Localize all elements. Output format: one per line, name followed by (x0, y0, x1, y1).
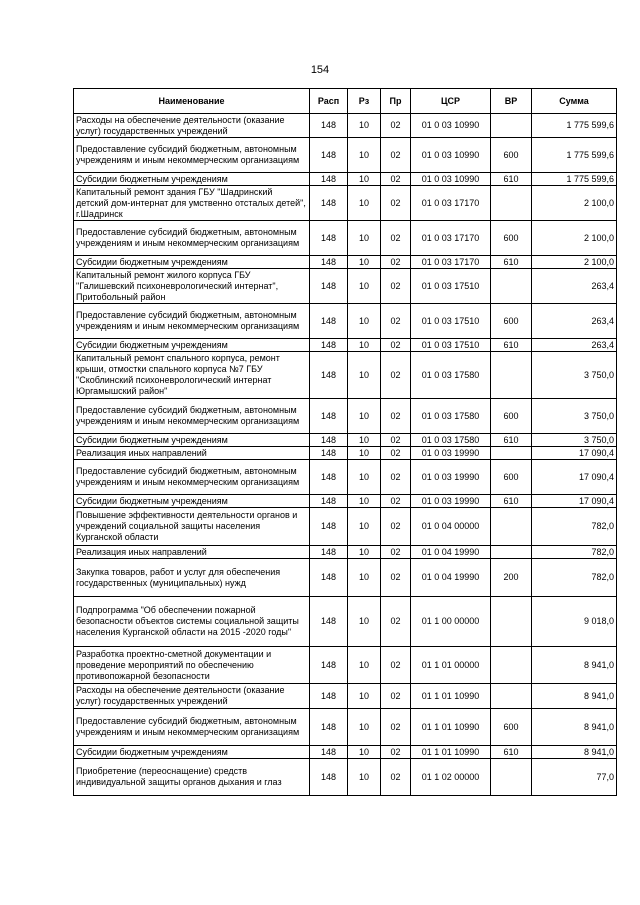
cell-rz: 10 (348, 495, 381, 508)
cell-pr: 02 (381, 434, 411, 447)
cell-csr: 01 0 03 17170 (411, 256, 491, 269)
cell-name: Расходы на обеспечение деятельности (оказание услуг) государственных учреждений (74, 684, 310, 709)
cell-name: Предоставление субсидий бюджетным, автономным учреждениям и иным некоммерческим организациям (74, 460, 310, 495)
cell-vr: 600 (491, 221, 532, 256)
cell-vr: 610 (491, 173, 532, 186)
cell-pr: 02 (381, 447, 411, 460)
cell-rz: 10 (348, 339, 381, 352)
cell-csr: 01 0 04 19990 (411, 546, 491, 559)
cell-csr: 01 0 03 10990 (411, 138, 491, 173)
cell-name: Субсидии бюджетным учреждениям (74, 746, 310, 759)
header-rz: Рз (348, 89, 381, 114)
cell-name: Субсидии бюджетным учреждениям (74, 434, 310, 447)
cell-rz: 10 (348, 684, 381, 709)
cell-name: Субсидии бюджетным учреждениям (74, 173, 310, 186)
cell-pr: 02 (381, 684, 411, 709)
cell-rasp: 148 (310, 647, 348, 684)
cell-sum: 1 775 599,6 (532, 138, 617, 173)
cell-rz: 10 (348, 559, 381, 597)
header-rasp: Расп (310, 89, 348, 114)
cell-vr (491, 546, 532, 559)
cell-name: Капитальный ремонт спального корпуса, ремонт крыши, отмостки спального корпуса №7 ГБУ "Скоблинский психоневрологический интернат Юргамышский район" (74, 352, 310, 399)
cell-csr: 01 0 03 17510 (411, 339, 491, 352)
table-row (74, 114, 617, 138)
cell-csr: 01 0 03 17170 (411, 186, 491, 221)
table-row (74, 447, 617, 460)
cell-vr: 610 (491, 256, 532, 269)
cell-rasp: 148 (310, 114, 348, 138)
cell-sum: 263,4 (532, 269, 617, 304)
cell-sum: 263,4 (532, 339, 617, 352)
cell-rz: 10 (348, 597, 381, 647)
cell-name: Предоставление субсидий бюджетным, автономным учреждениям и иным некоммерческим организациям (74, 709, 310, 746)
cell-sum: 2 100,0 (532, 221, 617, 256)
header-vr: ВР (491, 89, 532, 114)
cell-vr: 610 (491, 434, 532, 447)
cell-rz: 10 (348, 447, 381, 460)
cell-csr: 01 1 00 00000 (411, 597, 491, 647)
table-row (74, 399, 617, 434)
cell-rz: 10 (348, 173, 381, 186)
cell-rasp: 148 (310, 434, 348, 447)
cell-rasp: 148 (310, 746, 348, 759)
cell-csr: 01 0 04 00000 (411, 508, 491, 546)
cell-sum: 782,0 (532, 546, 617, 559)
cell-vr (491, 269, 532, 304)
cell-rasp: 148 (310, 559, 348, 597)
cell-rz: 10 (348, 304, 381, 339)
cell-rz: 10 (348, 508, 381, 546)
cell-vr (491, 447, 532, 460)
cell-rz: 10 (348, 186, 381, 221)
cell-pr: 02 (381, 399, 411, 434)
table-row (74, 221, 617, 256)
cell-csr: 01 0 03 17510 (411, 304, 491, 339)
cell-name: Реализация иных направлений (74, 546, 310, 559)
table-row (74, 460, 617, 495)
cell-csr: 01 0 03 19990 (411, 495, 491, 508)
cell-name: Предоставление субсидий бюджетным, автономным учреждениям и иным некоммерческим организациям (74, 221, 310, 256)
cell-sum: 3 750,0 (532, 352, 617, 399)
cell-rz: 10 (348, 759, 381, 796)
cell-rasp: 148 (310, 304, 348, 339)
cell-csr: 01 0 04 19990 (411, 559, 491, 597)
cell-rasp: 148 (310, 352, 348, 399)
cell-rasp: 148 (310, 759, 348, 796)
cell-pr: 02 (381, 138, 411, 173)
cell-sum: 3 750,0 (532, 434, 617, 447)
cell-name: Закупка товаров, работ и услуг для обеспечения государственных (муниципальных) нужд (74, 559, 310, 597)
cell-csr: 01 0 03 17580 (411, 399, 491, 434)
cell-vr (491, 352, 532, 399)
cell-sum: 8 941,0 (532, 746, 617, 759)
cell-csr: 01 0 03 17580 (411, 434, 491, 447)
cell-sum: 17 090,4 (532, 460, 617, 495)
table-row (74, 173, 617, 186)
cell-pr: 02 (381, 460, 411, 495)
cell-sum: 2 100,0 (532, 256, 617, 269)
cell-name: Расходы на обеспечение деятельности (оказание услуг) государственных учреждений (74, 114, 310, 138)
cell-sum: 1 775 599,6 (532, 114, 617, 138)
cell-rasp: 148 (310, 495, 348, 508)
cell-csr: 01 1 01 00000 (411, 647, 491, 684)
table-row (74, 269, 617, 304)
cell-vr: 600 (491, 709, 532, 746)
cell-name: Субсидии бюджетным учреждениям (74, 339, 310, 352)
cell-rz: 10 (348, 399, 381, 434)
cell-name: Капитальный ремонт жилого корпуса ГБУ "Галишевский психоневрологический интернат", Притобольный район (74, 269, 310, 304)
cell-rasp: 148 (310, 186, 348, 221)
table-row (74, 339, 617, 352)
cell-csr: 01 0 03 10990 (411, 173, 491, 186)
table-row (74, 304, 617, 339)
cell-csr: 01 1 02 00000 (411, 759, 491, 796)
cell-vr: 610 (491, 746, 532, 759)
cell-pr: 02 (381, 256, 411, 269)
cell-pr: 02 (381, 709, 411, 746)
cell-pr: 02 (381, 559, 411, 597)
cell-sum: 8 941,0 (532, 647, 617, 684)
cell-csr: 01 1 01 10990 (411, 684, 491, 709)
cell-csr: 01 0 03 17510 (411, 269, 491, 304)
cell-rz: 10 (348, 256, 381, 269)
table-row (74, 352, 617, 399)
cell-rz: 10 (348, 138, 381, 173)
cell-pr: 02 (381, 114, 411, 138)
cell-sum: 3 750,0 (532, 399, 617, 434)
cell-rz: 10 (348, 546, 381, 559)
cell-pr: 02 (381, 186, 411, 221)
cell-sum: 17 090,4 (532, 447, 617, 460)
cell-sum: 1 775 599,6 (532, 173, 617, 186)
cell-vr (491, 508, 532, 546)
cell-name: Субсидии бюджетным учреждениям (74, 495, 310, 508)
cell-vr (491, 186, 532, 221)
table-row (74, 559, 617, 597)
cell-name: Реализация иных направлений (74, 447, 310, 460)
table-row (74, 434, 617, 447)
cell-sum: 8 941,0 (532, 684, 617, 709)
cell-pr: 02 (381, 304, 411, 339)
cell-rz: 10 (348, 352, 381, 399)
cell-name: Разработка проектно-сметной документации и проведение мероприятий по обеспечению противопожарной безопасности (74, 647, 310, 684)
cell-name: Предоставление субсидий бюджетным, автономным учреждениям и иным некоммерческим организациям (74, 304, 310, 339)
table-row (74, 495, 617, 508)
cell-vr: 200 (491, 559, 532, 597)
cell-vr (491, 597, 532, 647)
header-name: Наименование (74, 89, 310, 114)
cell-sum: 77,0 (532, 759, 617, 796)
table-row (74, 508, 617, 546)
cell-rasp: 148 (310, 269, 348, 304)
cell-vr: 600 (491, 304, 532, 339)
cell-name: Повышение эффективности деятельности органов и учреждений социальной защиты населения Курганской области (74, 508, 310, 546)
cell-vr: 600 (491, 138, 532, 173)
cell-rasp: 148 (310, 709, 348, 746)
cell-sum: 2 100,0 (532, 186, 617, 221)
cell-pr: 02 (381, 746, 411, 759)
cell-rasp: 148 (310, 256, 348, 269)
cell-sum: 263,4 (532, 304, 617, 339)
cell-rasp: 148 (310, 460, 348, 495)
cell-vr: 600 (491, 460, 532, 495)
page-number: 154 (310, 64, 330, 76)
cell-csr: 01 0 03 17580 (411, 352, 491, 399)
cell-sum: 8 941,0 (532, 709, 617, 746)
cell-name: Субсидии бюджетным учреждениям (74, 256, 310, 269)
cell-rasp: 148 (310, 173, 348, 186)
cell-rasp: 148 (310, 597, 348, 647)
cell-pr: 02 (381, 339, 411, 352)
cell-vr: 610 (491, 339, 532, 352)
table-row (74, 138, 617, 173)
cell-rasp: 148 (310, 684, 348, 709)
cell-rz: 10 (348, 434, 381, 447)
cell-pr: 02 (381, 647, 411, 684)
cell-vr (491, 114, 532, 138)
cell-vr: 610 (491, 495, 532, 508)
table-row (74, 256, 617, 269)
cell-csr: 01 0 03 19990 (411, 460, 491, 495)
cell-csr: 01 1 01 10990 (411, 746, 491, 759)
cell-rz: 10 (348, 221, 381, 256)
cell-rasp: 148 (310, 339, 348, 352)
cell-rasp: 148 (310, 447, 348, 460)
cell-vr: 600 (491, 399, 532, 434)
cell-rz: 10 (348, 709, 381, 746)
cell-pr: 02 (381, 221, 411, 256)
cell-rz: 10 (348, 114, 381, 138)
cell-rasp: 148 (310, 399, 348, 434)
cell-rasp: 148 (310, 221, 348, 256)
table-row (74, 684, 617, 709)
table-row (74, 186, 617, 221)
cell-pr: 02 (381, 759, 411, 796)
cell-sum: 782,0 (532, 508, 617, 546)
table-row (74, 746, 617, 759)
cell-name: Капитальный ремонт здания ГБУ "Шадринский детский дом-интернат для умственно отсталых детей", г.Шадринск (74, 186, 310, 221)
cell-vr (491, 759, 532, 796)
cell-pr: 02 (381, 546, 411, 559)
cell-rz: 10 (348, 647, 381, 684)
cell-pr: 02 (381, 495, 411, 508)
header-csr: ЦСР (411, 89, 491, 114)
cell-csr: 01 0 03 19990 (411, 447, 491, 460)
cell-name: Подпрограмма "Об обеспечении пожарной безопасности объектов системы социальной защиты населения Курганской области на 2015 -2020 годы" (74, 597, 310, 647)
cell-csr: 01 0 03 10990 (411, 114, 491, 138)
cell-pr: 02 (381, 173, 411, 186)
table-row (74, 759, 617, 796)
cell-vr (491, 647, 532, 684)
cell-csr: 01 0 03 17170 (411, 221, 491, 256)
cell-pr: 02 (381, 352, 411, 399)
cell-rasp: 148 (310, 546, 348, 559)
cell-rz: 10 (348, 269, 381, 304)
table-row (74, 647, 617, 684)
table-row (74, 597, 617, 647)
cell-csr: 01 1 01 10990 (411, 709, 491, 746)
cell-vr (491, 684, 532, 709)
cell-name: Предоставление субсидий бюджетным, автономным учреждениям и иным некоммерческим организациям (74, 399, 310, 434)
cell-rz: 10 (348, 460, 381, 495)
cell-rasp: 148 (310, 508, 348, 546)
cell-pr: 02 (381, 269, 411, 304)
cell-pr: 02 (381, 597, 411, 647)
table-header-row (74, 89, 617, 114)
budget-table (73, 88, 617, 796)
table-row (74, 546, 617, 559)
cell-sum: 9 018,0 (532, 597, 617, 647)
cell-pr: 02 (381, 508, 411, 546)
cell-name: Приобретение (переоснащение) средств индивидуальной защиты органов дыхания и глаз (74, 759, 310, 796)
cell-sum: 17 090,4 (532, 495, 617, 508)
cell-name: Предоставление субсидий бюджетным, автономным учреждениям и иным некоммерческим организациям (74, 138, 310, 173)
cell-rz: 10 (348, 746, 381, 759)
cell-sum: 782,0 (532, 559, 617, 597)
cell-rasp: 148 (310, 138, 348, 173)
header-pr: Пр (381, 89, 411, 114)
table-row (74, 709, 617, 746)
header-sum: Сумма (532, 89, 617, 114)
